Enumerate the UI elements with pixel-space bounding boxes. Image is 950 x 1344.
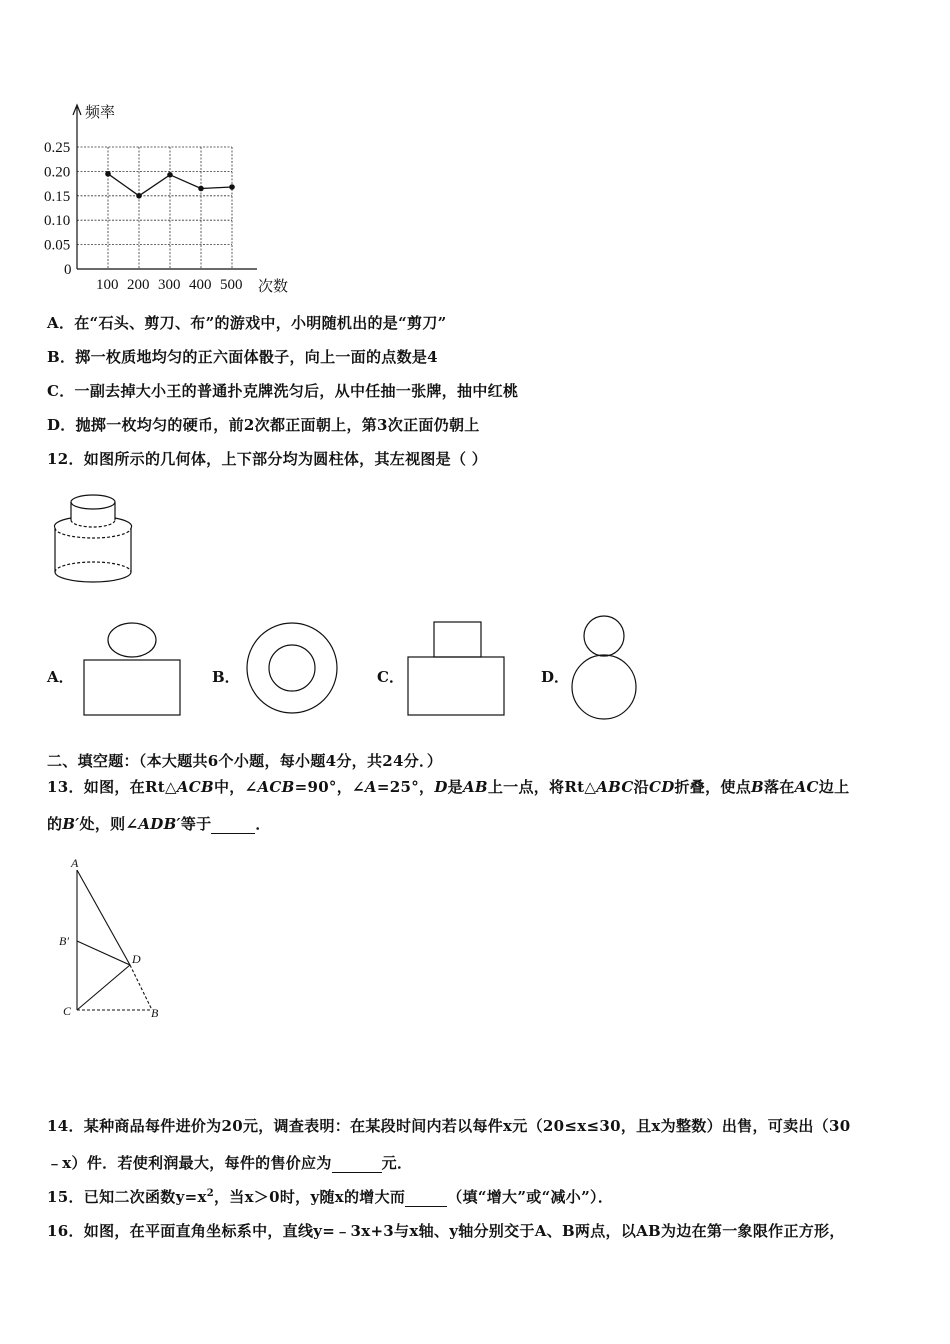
x-tick-label: 100 — [96, 277, 119, 293]
q14-line2: ﹣x）件．若使利润最大，每件的售价应为 元． — [47, 1154, 413, 1172]
q12-option-a-figure — [80, 620, 185, 720]
x-axis-label: 次数 — [258, 279, 289, 295]
q12-option-b-label: B． — [212, 668, 240, 686]
y-tick-label: 0.25 — [44, 140, 71, 156]
x-tick-label: 500 — [220, 277, 243, 293]
y-tick-label: 0.05 — [44, 237, 71, 254]
q11-option-b: B．掷一枚质地均匀的正六面体骰子，向上一面的点数是4 — [47, 348, 438, 366]
q12-option-a-label: A． — [47, 668, 74, 686]
q14-answer-blank[interactable] — [332, 1154, 382, 1173]
q12-stem: 12．如图所示的几何体，上下部分均为圆柱体，其左视图是（ ） — [47, 450, 488, 468]
y-axis-label: 频率 — [85, 105, 116, 121]
q13-answer-blank[interactable] — [211, 815, 255, 834]
x-tick-label: 300 — [158, 277, 181, 293]
q12-option-d-figure — [568, 614, 644, 724]
q11-option-c: C．一副去掉大小王的普通扑克牌洗匀后，从中任抽一张牌，抽中红桃 — [47, 382, 519, 400]
y-tick-label: 0 — [64, 262, 72, 278]
q14-line1: 14．某种商品每件进价为20元，调查表明：在某段时间内若以每件x元（20≤x≤30，且x为整数）出售，可卖出（30 — [47, 1117, 851, 1135]
q11-option-d: D．抛掷一枚均匀的硬币，前2次都正面朝上，第3次正面仍朝上 — [47, 416, 480, 434]
section-header: 二、填空题：（本大题共6个小题，每小题4分，共24分．） — [47, 752, 443, 770]
label-b-prime: B′ — [59, 934, 69, 948]
q12-option-b-figure — [244, 620, 340, 720]
frequency-line-chart — [30, 95, 310, 295]
x-tick-label: 400 — [189, 277, 212, 293]
data-point — [136, 193, 142, 199]
label-d: D — [132, 952, 141, 966]
q12-option-c-figure — [404, 620, 508, 720]
y-tick-label: 0.15 — [44, 188, 71, 205]
data-point — [105, 171, 111, 177]
data-point — [229, 184, 235, 190]
q16-line: 16．如图，在平面直角坐标系中，直线y=﹣3x+3与x轴、y轴分别交于A、B两点，以AB为边在第一象限作正方形， — [47, 1222, 845, 1240]
q13-line1: 13．如图，在Rt△ACB中，∠ACB=90°，∠A=25°，D是AB上一点，将Rt△ABC沿CD折叠，使点B落在AC边上 — [47, 778, 850, 796]
y-tick-label: 0.10 — [44, 213, 71, 230]
q15-line: 15．已知二次函数$y=x^2$，当x＞0时，y随x的增大而 （填“增大”或“减小”）． — [47, 1188, 614, 1206]
label-b: B — [151, 1006, 159, 1020]
q12-option-d-label: D． — [541, 668, 570, 686]
label-c: C — [63, 1004, 72, 1018]
q13-triangle-figure — [55, 855, 175, 1025]
x-tick-label: 200 — [127, 277, 150, 293]
q15-answer-blank[interactable] — [405, 1188, 447, 1207]
q11-option-a: A．在“石头、剪刀、布”的游戏中，小明随机出的是“剪刀” — [47, 314, 447, 332]
data-point — [198, 186, 204, 192]
y-tick-label: 0.20 — [44, 164, 71, 181]
cylinder-solid-figure — [48, 490, 138, 590]
data-point — [167, 172, 173, 178]
label-a: A — [71, 856, 79, 870]
q12-option-c-label: C． — [377, 668, 404, 686]
q13-line2: 的B′处，则∠ADB′等于 ． — [47, 815, 271, 833]
